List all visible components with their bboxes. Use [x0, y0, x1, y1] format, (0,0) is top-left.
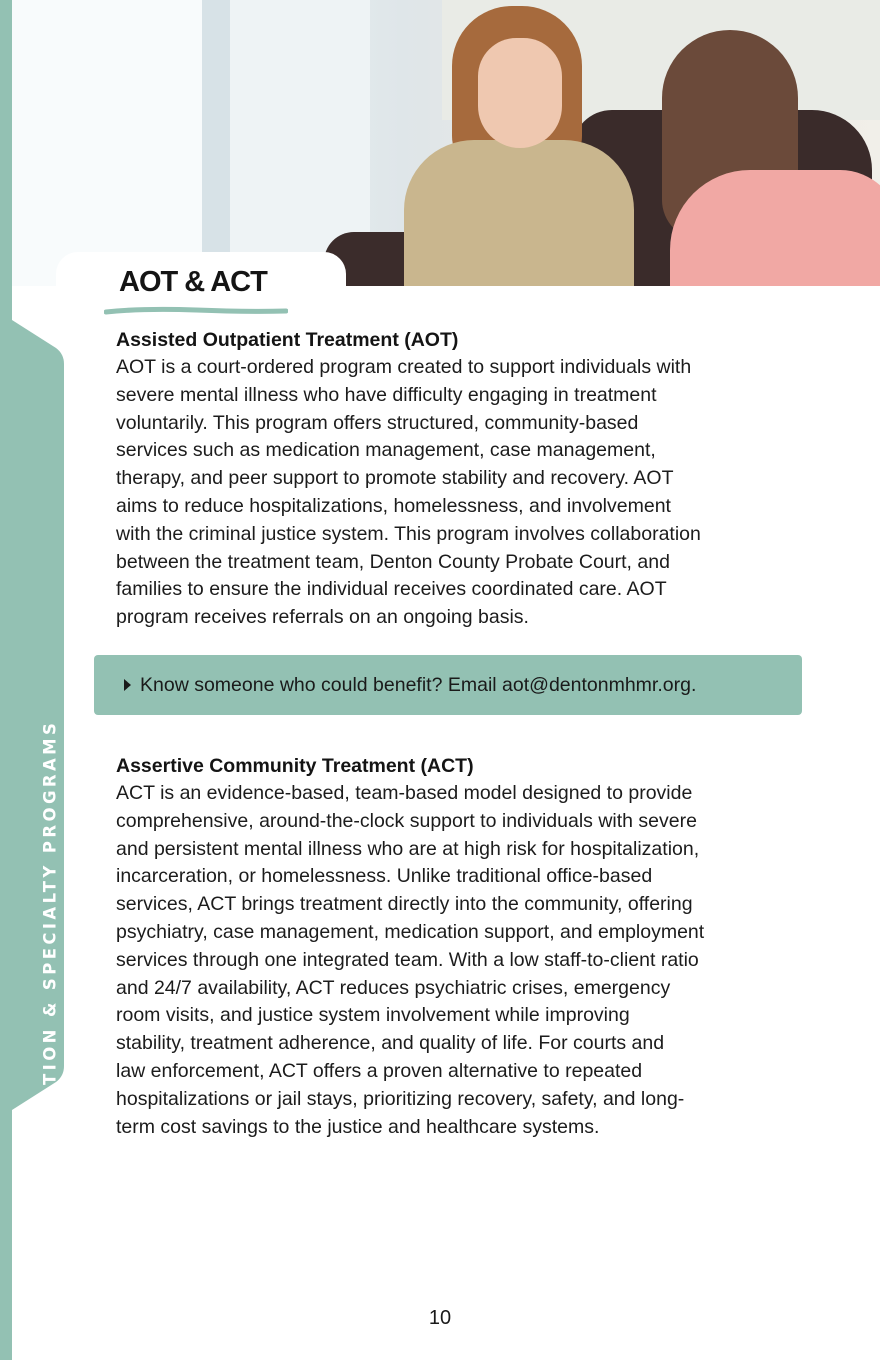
act-line: room visits, and justice system involvement while improving — [116, 1004, 630, 1027]
left-accent-strip — [0, 0, 12, 1360]
aot-line: aims to reduce hospitalizations, homelessness, and involvement — [116, 494, 671, 517]
referral-callout-text[interactable]: Know someone who could benefit? Email aot@dentonmhmr.org. — [140, 673, 697, 696]
act-line: term cost savings to the justice and healthcare systems. — [116, 1115, 600, 1138]
title-underline-brush — [104, 306, 288, 316]
act-line: comprehensive, around-the-clock support to individuals with severe — [116, 809, 697, 832]
act-line: stability, treatment adherence, and quality of life. For courts and — [116, 1032, 665, 1055]
act-line: services, ACT brings treatment directly into the community, offering — [116, 893, 693, 916]
aot-heading: Assisted Outpatient Treatment (AOT) — [116, 329, 459, 351]
act-line: hospitalizations or jail stays, prioritizing recovery, safety, and long- — [116, 1087, 685, 1110]
aot-line: families to ensure the individual receives coordinated care. AOT — [116, 578, 667, 601]
page-number: 10 — [428, 1307, 452, 1329]
side-tab-label: COMMUNITY INTEGRATION & SPECIALTY PROGRAMS — [40, 719, 60, 1345]
act-line: and 24/7 availability, ACT reduces psychiatric crises, emergency — [116, 976, 671, 999]
aot-line: severe mental illness who have difficulty engaging in treatment — [116, 383, 657, 406]
side-tab — [12, 320, 64, 1345]
referral-callout — [94, 655, 802, 715]
act-line: services through one integrated team. With a low staff-to-client ratio — [116, 948, 699, 971]
act-line: and persistent mental illness who are at high risk for hospitalization, — [116, 837, 700, 860]
aot-line: services such as medication management, case management, — [116, 439, 656, 462]
act-line: incarceration, or homelessness. Unlike traditional office-based — [116, 865, 653, 888]
act-heading: Assertive Community Treatment (ACT) — [116, 755, 474, 777]
act-section — [116, 752, 806, 1141]
page-title: AOT & ACT — [119, 266, 267, 298]
aot-line: program receives referrals on an ongoing basis. — [116, 606, 529, 629]
aot-section — [116, 326, 806, 632]
aot-line: voluntarily. This program offers structured, community-based — [116, 411, 639, 434]
act-line: law enforcement, ACT offers a proven alternative to repeated — [116, 1059, 643, 1082]
aot-paragraph — [116, 354, 806, 632]
aot-line: therapy, and peer support to promote stability and recovery. AOT — [116, 467, 674, 490]
aot-line: between the treatment team, Denton County Probate Court, and — [116, 550, 670, 573]
triangle-right-icon — [124, 679, 131, 691]
aot-line: AOT is a court-ordered program created to support individuals with — [116, 356, 692, 378]
hero-photo — [12, 0, 880, 286]
aot-line: with the criminal justice system. This program involves collaboration — [116, 522, 701, 545]
act-paragraph — [116, 780, 806, 1141]
act-line: psychiatry, case management, medication support, and employment — [116, 920, 705, 943]
act-line: ACT is an evidence-based, team-based model designed to provide — [116, 782, 693, 804]
